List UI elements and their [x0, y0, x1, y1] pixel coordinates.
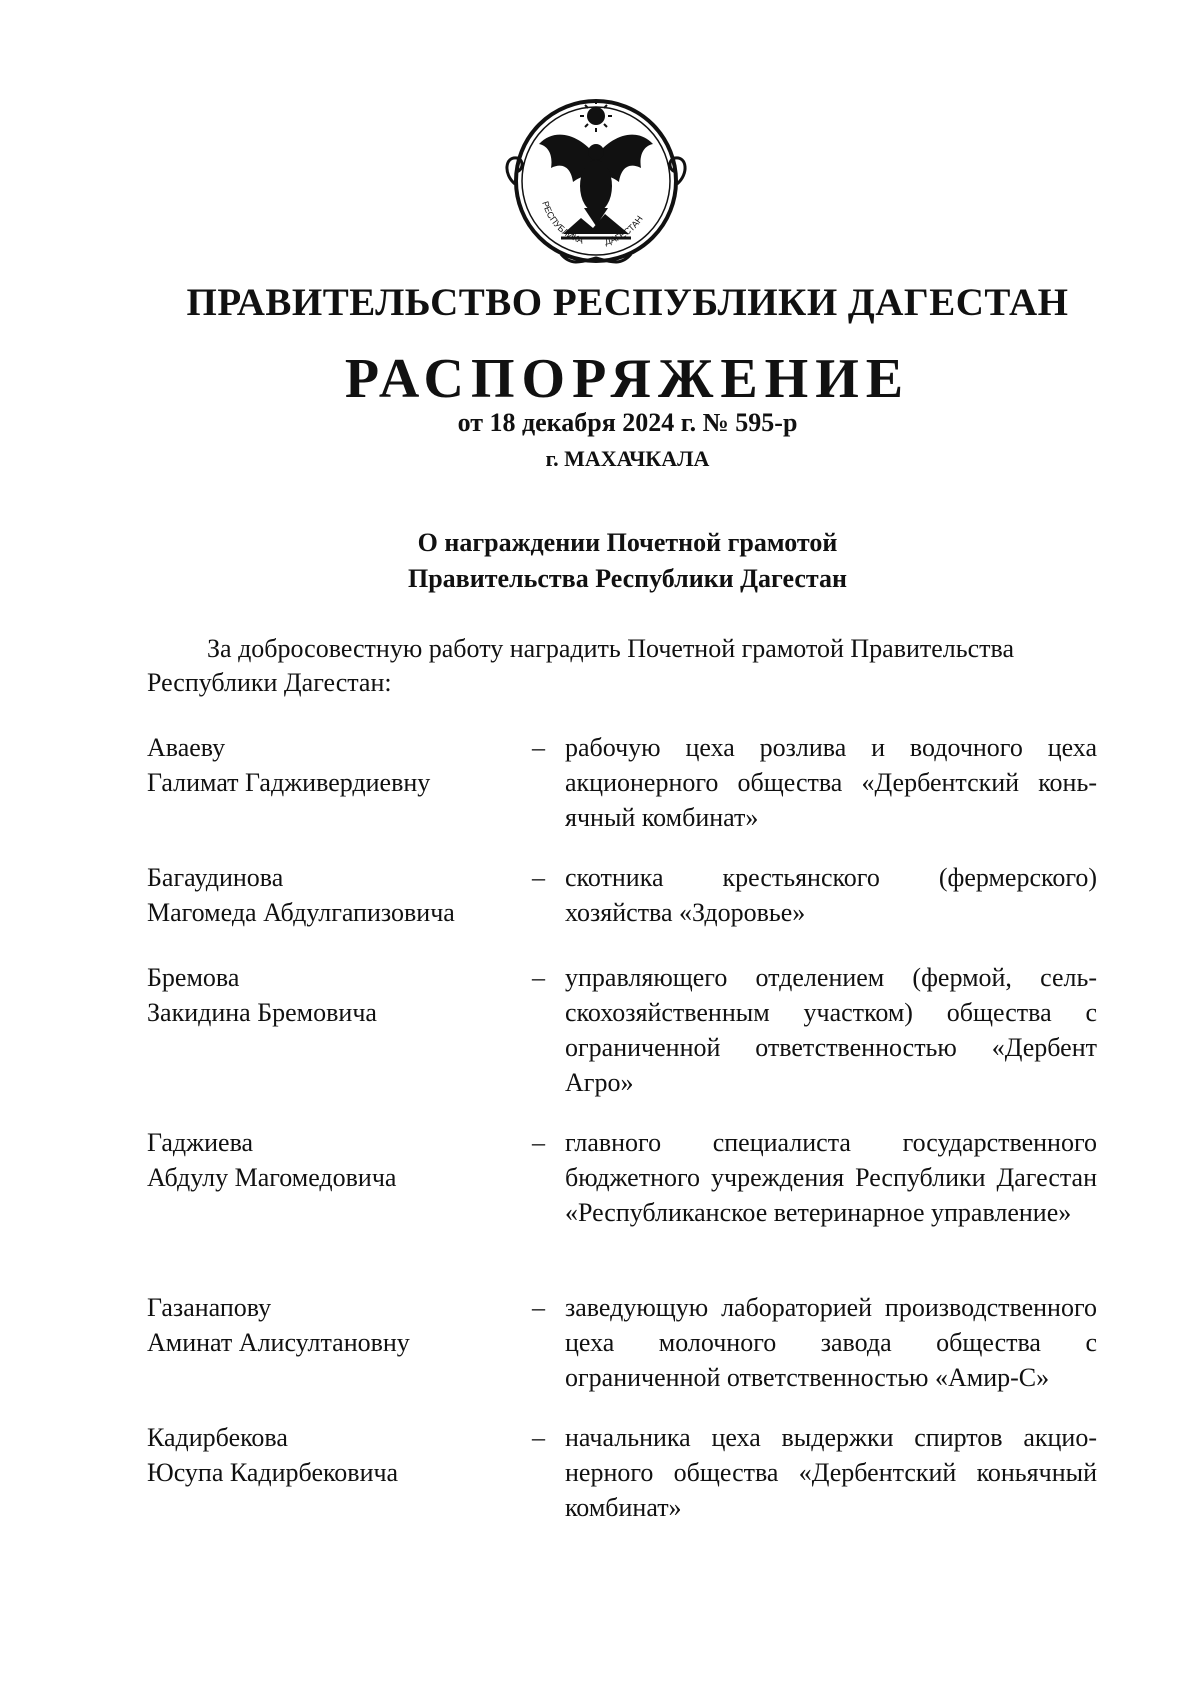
awardee-surname: Газанапову [147, 1293, 272, 1322]
awardee-given-name: Аминат Алисултановну [147, 1328, 410, 1357]
awardee-surname: Кадирбекова [147, 1423, 288, 1452]
awardee-position: управляющего отделением (фермой, сельскохозяйственным участком) общества с ограниченной ответственностью «Дербент Агро» [565, 963, 1097, 1097]
emblem-text-right: ДАГЕСТАН [603, 213, 645, 247]
awardee-name [147, 1290, 527, 1360]
intro-paragraph: За добросовестную работу наградить Почетной грамотой Правительства Республики Дагестан: [147, 634, 1015, 697]
awardee-dash: – [532, 863, 545, 892]
awardee-name [147, 960, 527, 1030]
awardee-name [147, 860, 527, 930]
document-type: РАСПОРЯЖЕНИЕ [344, 348, 911, 410]
document-date-number: от 18 декабря 2024 г. № 595-р [457, 408, 798, 437]
awardee-name [147, 1125, 527, 1195]
awardee-given-name: Магомеда Абдулгапизовича [147, 898, 455, 927]
awardee-name [147, 730, 527, 800]
emblem-text-left: РЕСПУБЛИКА [540, 199, 585, 246]
subject-line-2: Правительства Республики Дагестан [408, 564, 847, 593]
awardee-position: скотника крестьянского (фермерского) хозяйства «Здоровье» [565, 863, 1097, 927]
awardee-surname: Бремова [147, 963, 240, 992]
awardee-dash: – [532, 1128, 545, 1157]
subject-line-1: О награждении Почетной грамотой [417, 528, 838, 557]
awardee-name [147, 1420, 527, 1490]
document-city: г. МАХАЧКАЛА [545, 446, 710, 471]
awardee-surname: Аваеву [147, 733, 226, 762]
awardee-position: рабочую цеха розлива и водочного цеха акционерного общества «Дербентский коньячный комбинат» [565, 733, 1097, 832]
awardee-surname: Гаджиева [147, 1128, 254, 1157]
awardee-dash: – [532, 733, 545, 762]
awardee-dash: – [532, 963, 545, 992]
awardee-given-name: Юсупа Кадирбековича [147, 1458, 399, 1487]
awardee-given-name: Абдулу Магомедовича [147, 1163, 397, 1192]
awardee-position: главного специалиста государственного бюджетного учреждения Республики Дагестан «Республиканское ветеринарное управление» [565, 1128, 1097, 1227]
awardee-dash: – [532, 1293, 545, 1322]
awardee-position: начальника цеха выдержки спиртов акционерного общества «Дербентский коньячный комбинат» [565, 1423, 1097, 1522]
government-title: ПРАВИТЕЛЬСТВО РЕСПУБЛИКИ ДАГЕСТАН [186, 281, 1069, 324]
awardee-position: заведующую лабораторией производственного цеха молочного завода общества с ограниченной ответственностью «Амир-С» [565, 1293, 1097, 1392]
awardee-given-name: Закидина Бремовича [147, 998, 377, 1027]
document-subject [0, 525, 1200, 597]
awardee-dash: – [532, 1423, 545, 1452]
awardee-given-name: Галимат Гадживердиевну [147, 768, 431, 797]
awardee-surname: Багаудинова [147, 863, 284, 892]
dagestan-coat-of-arms-icon [501, 86, 691, 276]
